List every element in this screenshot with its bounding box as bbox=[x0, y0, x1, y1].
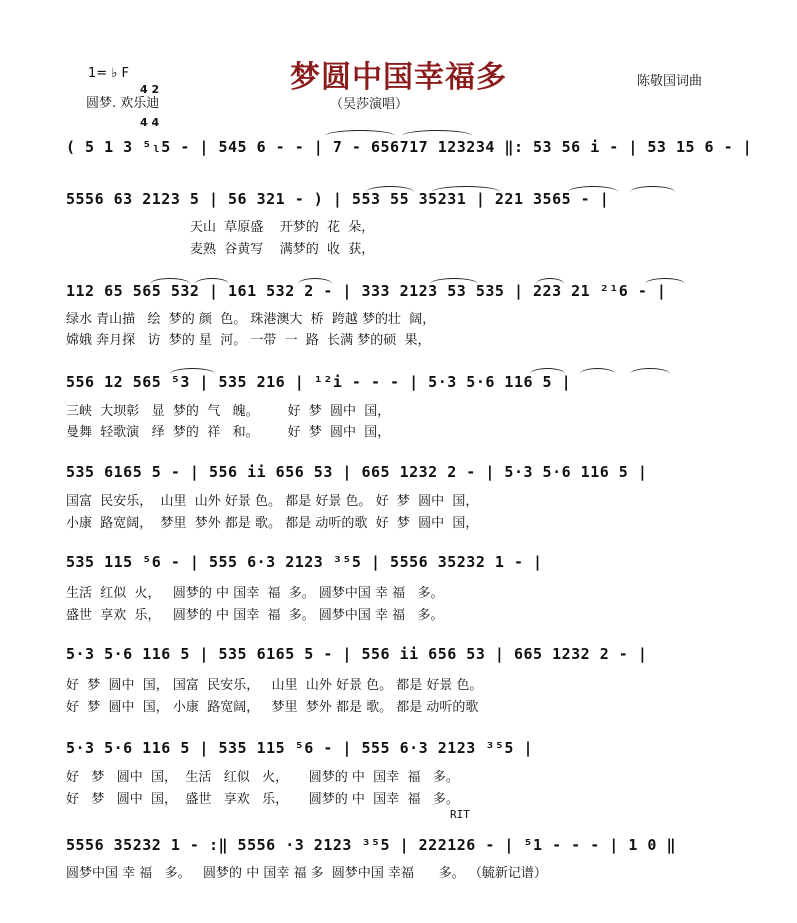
slur-arc bbox=[366, 186, 414, 193]
lyrics-line-3b: 嫦娥 奔月探 访 梦的 星 河。 一带 一 路 长满 梦的硕 果， bbox=[66, 333, 431, 348]
rit-marking: RIT bbox=[450, 808, 470, 821]
lyrics-line-8b: 好 梦 圆中 国， 盛世 享欢 乐， 圆梦的 中 国幸 福 多。 bbox=[66, 792, 459, 807]
lyrics-line-3a: 绿水 青山描 绘 梦的 颜 色。 珠港澳大 桥 跨越 梦的壮 阔， bbox=[66, 312, 436, 327]
slur-arc bbox=[170, 368, 215, 375]
slur-arc bbox=[402, 130, 472, 137]
slur-arc bbox=[568, 186, 618, 193]
slur-arc bbox=[298, 278, 332, 285]
slur-arc bbox=[580, 368, 615, 375]
lyrics-line-5b: 小康 路宽阔， 梦里 梦外 都是 歌。 都是 动听的歌 好 梦 圆中 国， bbox=[66, 516, 479, 531]
lyrics-line-9a: 圆梦中国 幸 福 多。 圆梦的 中 国幸 福 多 圆梦中国 幸福 多。 （毓新记谱） bbox=[66, 866, 547, 881]
notation-line-1: ( 5 1 3 ⁵ₗ5 - | 545 6 - - | 7 - 656717 123234 ‖: 53 56 i - | 53 15 6 - | bbox=[66, 138, 753, 156]
lyrics-line-8a: 好 梦 圆中 国， 生活 红似 火， 圆梦的 中 国幸 福 多。 bbox=[66, 770, 459, 785]
notation-line-9: 5556 35232 1 - :‖ 5556 ·3 2123 ³⁵5 | 222126 - | ⁵1 - - - | 1 0 ‖ bbox=[66, 836, 676, 854]
slur-arc bbox=[536, 278, 564, 285]
lyrics-line-7b: 好 梦 圆中 国， 小康 路宽阔， 梦里 梦外 都是 歌。 都是 动听的歌 bbox=[66, 700, 479, 715]
slur-arc bbox=[630, 368, 670, 375]
lyrics-line-5a: 国富 民安乐， 山里 山外 好景 色。 都是 好景 色。 好 梦 圆中 国， bbox=[66, 494, 479, 509]
notation-line-3: 112 65 565 532 | 161 532 2 - | 333 2123 53 535 | 223 21 ²¹6 - | bbox=[66, 282, 667, 300]
style-label: 圆梦. 欢乐迪 bbox=[86, 96, 160, 111]
slur-arc bbox=[530, 368, 565, 375]
lyrics-line-2a: 天山 草原盛 开梦的 花 朵， bbox=[66, 220, 375, 235]
key-signature: 1= ♭ F bbox=[88, 66, 130, 81]
meter-top: 4 2 bbox=[140, 83, 160, 96]
slur-arc bbox=[325, 130, 395, 137]
notation-line-8: 5·3 5·6 116 5 | 535 115 ⁵6 - | 555 6·3 2123 ³⁵5 | bbox=[66, 739, 534, 757]
lyrics-line-4a: 三峡 大坝彰 显 梦的 气 魄。 好 梦 圆中 国， bbox=[66, 404, 391, 419]
notation-line-2: 5556 63 2123 5 | 56 321 - ) | 553 55 35231 | 221 3565 - | bbox=[66, 190, 610, 208]
lyrics-line-7a: 好 梦 圆中 国， 国富 民安乐， 山里 山外 好景 色。 都是 好景 色。 bbox=[66, 678, 483, 693]
slur-arc bbox=[430, 278, 478, 285]
lyrics-line-4b: 曼舞 轻歌演 绎 梦的 祥 和。 好 梦 圆中 国， bbox=[66, 425, 391, 440]
lyrics-line-6a: 生活 红似 火， 圆梦的 中 国幸 福 多。 圆梦中国 幸 福 多。 bbox=[66, 586, 444, 601]
lyrics-line-2b: 麦熟 谷黄写 满梦的 收 获， bbox=[66, 242, 375, 257]
slur-arc bbox=[645, 278, 685, 285]
notation-line-4: 556 12 565 ⁵3 | 535 216 | ¹²i - - - | 5·3 5·6 116 5 | bbox=[66, 373, 572, 391]
slur-arc bbox=[195, 278, 229, 285]
notation-line-6: 535 115 ⁵6 - | 555 6·3 2123 ³⁵5 | 5556 35232 1 - | bbox=[66, 553, 543, 571]
lyrics-line-6b: 盛世 享欢 乐， 圆梦的 中 国幸 福 多。 圆梦中国 幸 福 多。 bbox=[66, 608, 444, 623]
notation-line-7: 5·3 5·6 116 5 | 535 6165 5 - | 556 ii 656 53 | 665 1232 2 - | bbox=[66, 645, 648, 663]
singer-label: （吴莎演唱） bbox=[330, 97, 409, 112]
song-title: 梦圆中国幸福多 bbox=[290, 60, 507, 95]
meter-bottom: 4 4 bbox=[140, 116, 160, 129]
notation-line-5: 535 6165 5 - | 556 ii 656 53 | 665 1232 2 - | 5·3 5·6 116 5 | bbox=[66, 463, 648, 481]
slur-arc bbox=[150, 278, 190, 285]
slur-arc bbox=[630, 186, 675, 193]
composer-credit: 陈敬国词曲 bbox=[637, 74, 703, 89]
slur-arc bbox=[432, 186, 500, 193]
